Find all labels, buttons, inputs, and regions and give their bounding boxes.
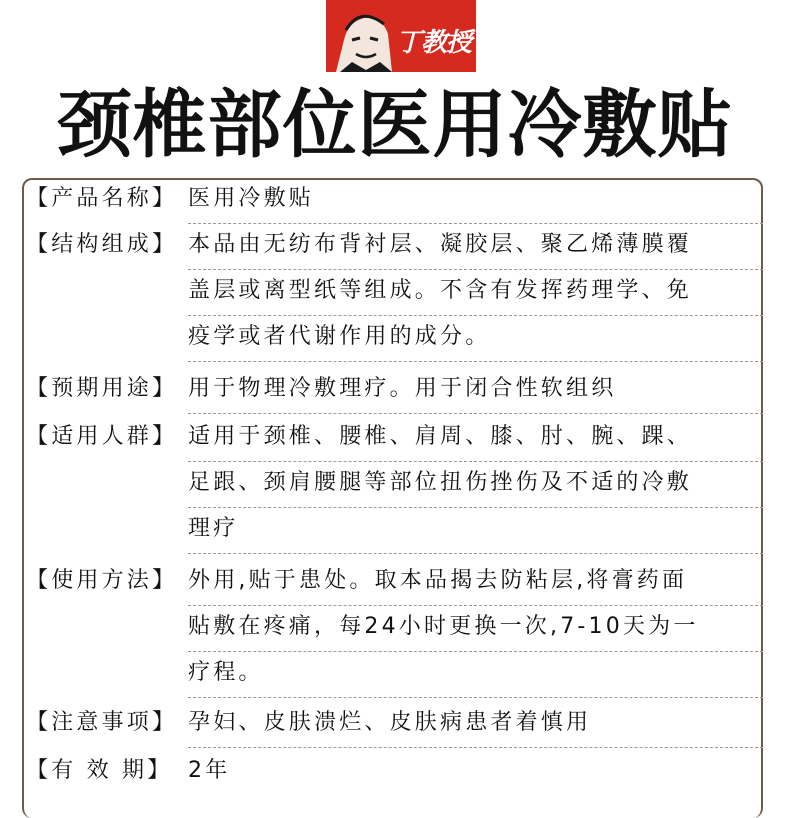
row-text-line: 足跟、颈肩腰腿等部位扭伤挫伤及不适的冷敷: [188, 462, 763, 508]
row-text-line: 盖层或离型纸等组成。不含有发挥药理学、免: [188, 270, 763, 316]
brand-logo: [326, 0, 476, 72]
row-text-line: 贴敷在疼痛，每24小时更换一次,7-10天为一: [188, 606, 763, 652]
row-text-line: 本品由无纺布背衬层、凝胶层、聚乙烯薄膜覆: [188, 224, 763, 270]
row-text-line: 适用于颈椎、腰椎、肩周、膝、肘、腕、踝、: [188, 416, 763, 462]
row-label: 【结构组成】: [26, 232, 178, 257]
row-text-line: 理疗: [188, 508, 763, 554]
row-text-line: 用于物理冷敷理疗。用于闭合性软组织: [188, 368, 763, 414]
row-label: 【预期用途】: [26, 376, 178, 401]
row-text-line: 孕妇、皮肤溃烂、皮肤病患者着慎用: [188, 702, 763, 748]
row-label: 【注意事项】: [26, 710, 178, 735]
row-text-line: 医用冷敷贴: [188, 178, 763, 224]
row-text-line: 2年: [188, 758, 231, 783]
page-title: 颈椎部位医用冷敷贴: [57, 82, 733, 168]
row-text-line: 疗程。: [188, 652, 763, 698]
row-label: 【有 效 期】: [26, 758, 173, 783]
row-label: 【产品名称】: [26, 186, 178, 211]
row-label: 【适用人群】: [26, 424, 178, 449]
row-text-line: 外用,贴于患处。取本品揭去防粘层,将膏药面: [188, 560, 763, 606]
logo-text: 丁教授: [396, 28, 472, 58]
row-label: 【使用方法】: [26, 568, 178, 593]
row-text-line: 疫学或者代谢作用的成分。: [188, 316, 763, 362]
